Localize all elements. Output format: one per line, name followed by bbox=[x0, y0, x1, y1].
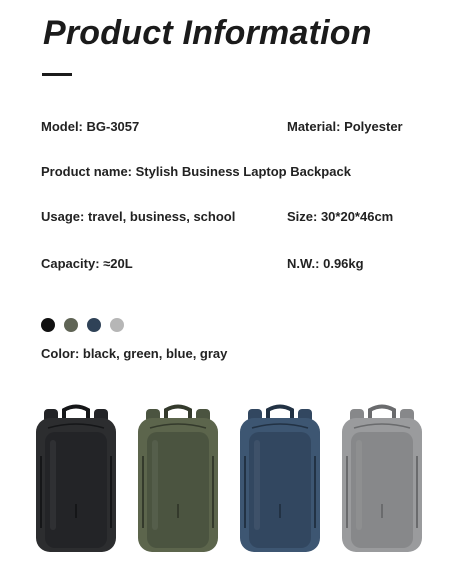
backpack-handle bbox=[268, 407, 292, 421]
backpack-logo-tag bbox=[381, 504, 383, 518]
backpack-highlight bbox=[254, 440, 260, 530]
backpack-gray bbox=[342, 407, 422, 553]
backpack-handle bbox=[64, 407, 88, 421]
backpack-logo-tag bbox=[279, 504, 281, 518]
spec-model: Model: BG-3057 bbox=[41, 119, 140, 134]
page-title: Product Information bbox=[43, 14, 372, 52]
title-underline bbox=[42, 73, 72, 76]
backpack-blue bbox=[240, 407, 320, 553]
backpack-gallery bbox=[0, 400, 454, 566]
swatch-green[interactable] bbox=[64, 318, 78, 332]
spec-weight: N.W.: 0.96kg bbox=[287, 256, 364, 271]
swatch-black[interactable] bbox=[41, 318, 55, 332]
backpack-black bbox=[36, 407, 116, 553]
color-swatches bbox=[41, 318, 124, 332]
backpack-highlight bbox=[356, 440, 362, 530]
spec-product-name: Product name: Stylish Business Laptop Backpack bbox=[41, 164, 351, 179]
backpack-logo-tag bbox=[177, 504, 179, 518]
backpack-handle bbox=[166, 407, 190, 421]
spec-capacity: Capacity: ≈20L bbox=[41, 256, 133, 271]
spec-size: Size: 30*20*46cm bbox=[287, 209, 394, 224]
spec-material: Material: Polyester bbox=[287, 119, 403, 134]
swatch-blue[interactable] bbox=[87, 318, 101, 332]
spec-usage: Usage: travel, business, school bbox=[41, 209, 236, 224]
swatch-gray[interactable] bbox=[110, 318, 124, 332]
backpack-highlight bbox=[152, 440, 158, 530]
backpack-handle bbox=[370, 407, 394, 421]
backpack-green bbox=[138, 407, 218, 553]
backpack-logo-tag bbox=[75, 504, 77, 518]
backpack-highlight bbox=[50, 440, 56, 530]
color-options-label: Color: black, green, blue, gray bbox=[41, 346, 228, 361]
